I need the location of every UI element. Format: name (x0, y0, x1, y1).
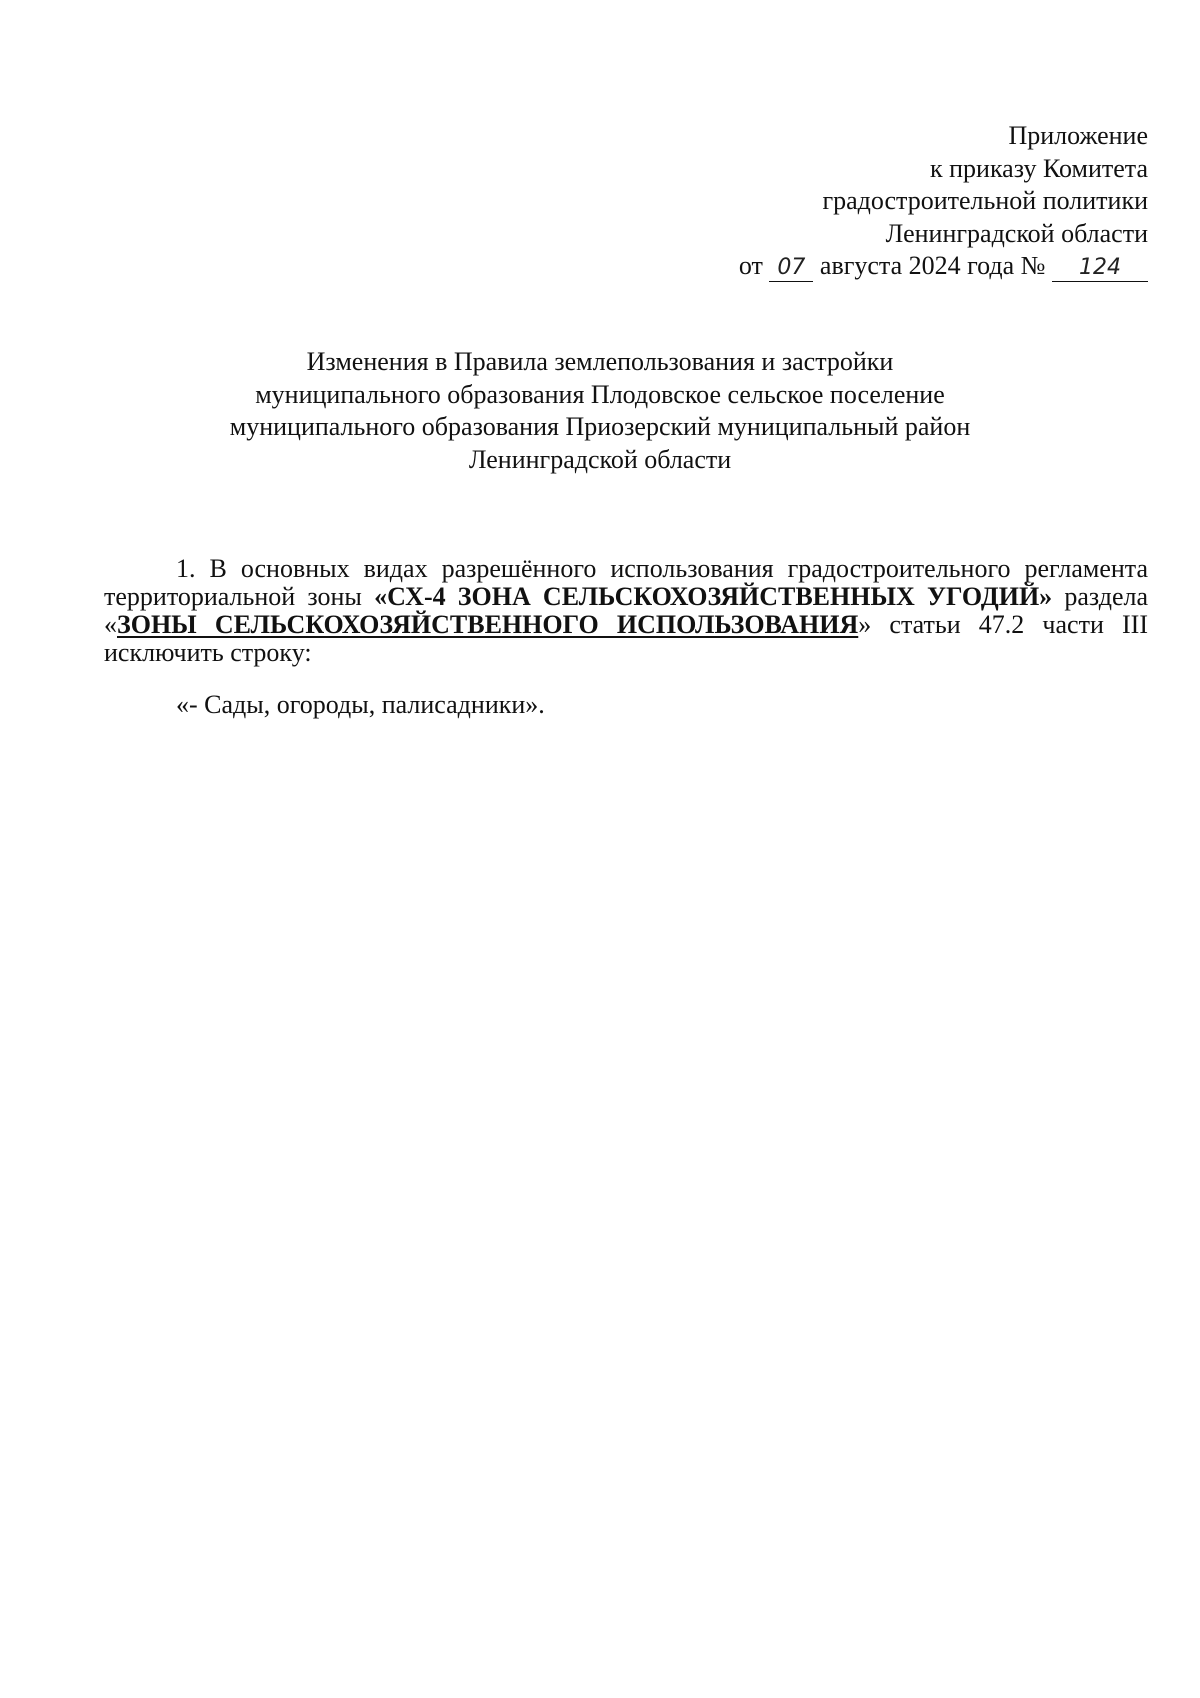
title-line-2: муниципального образования Плодовское сельское поселение (255, 379, 945, 409)
zone-name: «СХ-4 ЗОНА СЕЛЬСКОХОЗЯЙСТВЕННЫХ УГОДИЙ» (374, 582, 1053, 611)
paragraph-1-text-a: 1. В основных видах разрешённого использования градостроительного регламента территориальной зоны (104, 554, 1148, 611)
paragraph-1-text-b: раздела « (104, 582, 1148, 639)
paragraph-1-text-c: » статьи 47.2 части III исключить строку: (104, 610, 1148, 667)
handwritten-day: 07 (769, 255, 813, 282)
appendix-line-3: градостроительной политики (822, 186, 1148, 215)
date-prefix: от (738, 251, 763, 280)
title-line-4: Ленинградской области (468, 444, 732, 474)
title-line-3: муниципального образования Приозерский муниципальный район (229, 412, 971, 441)
appendix-line-1: Приложение (1008, 121, 1148, 150)
section-name: ЗОНЫ СЕЛЬСКОХОЗЯЙСТВЕННОГО ИСПОЛЬЗОВАНИЯ (117, 610, 859, 639)
paragraph-1 (104, 555, 1148, 667)
appendix-date-line (548, 250, 1148, 283)
appendix-block (548, 120, 1148, 283)
date-middle: августа 2024 года № (819, 251, 1046, 280)
title-line-1: Изменения в Правила землепользования и застройки (306, 347, 894, 376)
document-title (100, 346, 1100, 476)
appendix-line-4: Ленинградской области (885, 218, 1148, 248)
paragraph-2: «- Сады, огороды, палисадники». (176, 690, 545, 719)
handwritten-order-number: 124 (1052, 255, 1148, 282)
appendix-line-2: к приказу Комитета (929, 153, 1148, 183)
document-body (104, 555, 1148, 719)
